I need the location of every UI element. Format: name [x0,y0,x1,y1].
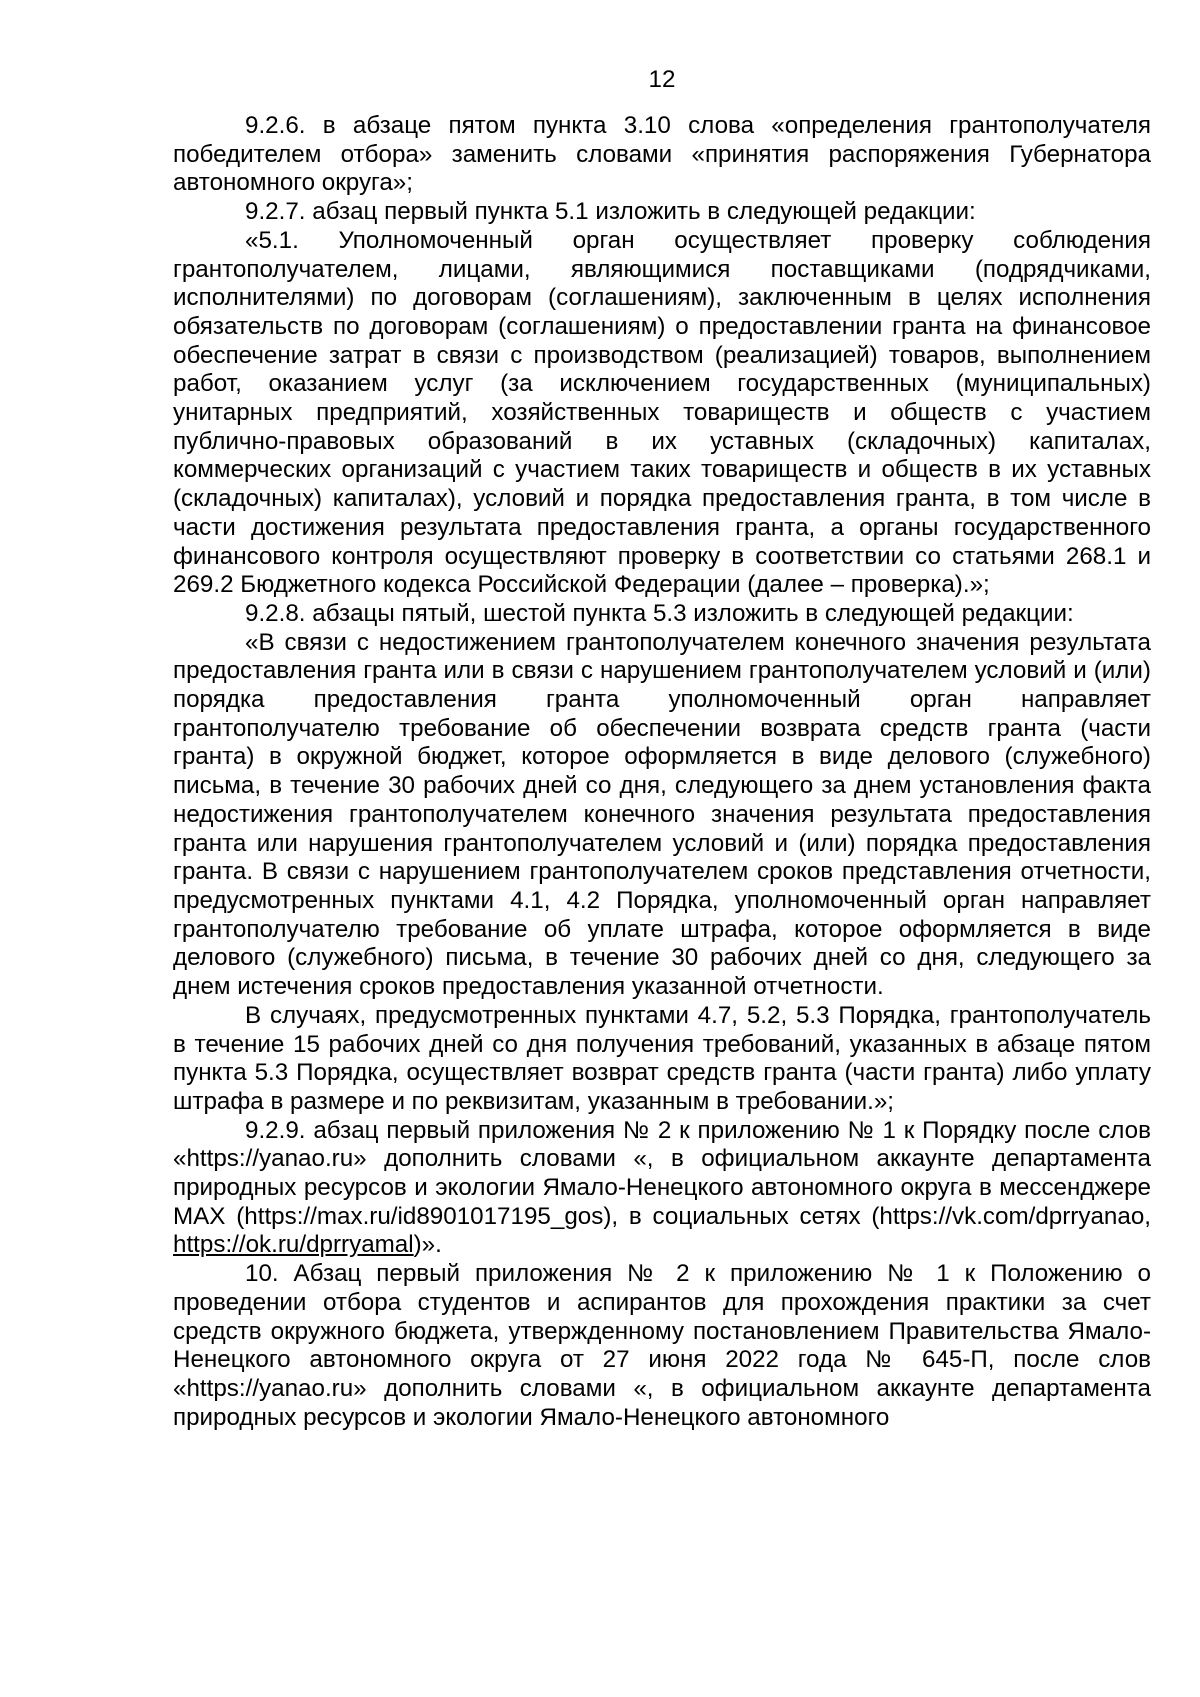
ok-ru-link[interactable]: https://ok.ru/dprryamal [173,1231,414,1259]
paragraph-10: 10. Абзац первый приложения № 2 к приложению № 1 к Положению о проведении отбора студентов и аспирантов для прохождения практики за счет средств окружного бюджета, утвержденному постановлением Правительства Ямало-Ненецкого автономного округа от 27 июня 2022 года № 645-П, после слов «https://yanao.ru» дополнить словами «, в официальном аккаунте департамента природных ресурсов и экологии Ямало-Ненецкого автономного [173,1260,1151,1431]
page-number: 12 [648,66,676,93]
paragraph-9-2-8: 9.2.8. абзацы пятый, шестой пункта 5.3 изложить в следующей редакции: [245,599,1074,627]
paragraph-9-2-6: 9.2.6. в абзаце пятом пункта 3.10 слова «определения грантополучателя победителем отбора» заменить словами «принятия распоряжения Губернатора автономного округа»; [173,112,1151,197]
paragraph-5-1-quote: «5.1. Уполномоченный орган осуществляет проверку соблюдения грантополучателем, лицами, являющимися поставщиками (подрядчиками, исполнителями) по договорам (соглашениям), заключенным в целях исполнения обязательств по договорам (соглашениям) о предоставлении гранта на финансовое обеспечение затрат в связи с производством (реализацией) товаров, выполнением работ, оказанием услуг (за исключением государственных (муниципальных) унитарных предприятий, хозяйственных товариществ и обществ с участием публично-правовых образований в их уставных (складочных) капиталах, коммерческих организаций с участием таких товариществ и обществ в их уставных (складочных) капиталах), условий и порядка предоставления гранта, в том числе в части достижения результата предоставления гранта, а органы государственного финансового контроля осуществляют проверку в соответствии со статьями 268.1 и 269.2 Бюджетного кодекса Российской Федерации (далее – проверка).»; [173,226,1151,599]
paragraph-5-3-quote: «В связи с недостижением грантополучателем конечного значения результата предоставления гранта или в связи с нарушением грантополучателем условий и (или) порядка предоставления гранта уполномоченный орган направляет грантополучателю требование об обеспечении возврата средств гранта (части гранта) в окружной бюджет, которое оформляется в виде делового (служебного) письма, в течение 30 рабочих дней со дня, следующего за днем установления факта недостижения грантополучателем конечного значения результата предоставления гранта или нарушения грантополучателем условий и (или) порядка предоставления гранта. В связи с нарушением грантополучателем сроков представления отчетности, предусмотренных пунктами 4.1, 4.2 Порядка, уполномоченный орган направляет грантополучателю требование об уплате штрафа, которое оформляется в виде делового (служебного) письма, в течение 30 рабочих дней со дня, следующего за днем истечения сроков предоставления указанной отчетности. [173,628,1151,1001]
paragraph-9-2-9-end: )». [413,1231,442,1259]
paragraph-9-2-9 [173,1117,1151,1261]
paragraph-cases: В случаях, предусмотренных пунктами 4.7, 5.2, 5.3 Порядка, грантополучатель в течение 15 рабочих дней со дня получения требований, указанных в абзаце пятом пункта 5.3 Порядка, осуществляет возврат средств гранта (части гранта) либо уплату штрафа в размере и по реквизитам, указанным в требовании.»; [173,1001,1151,1115]
document-page [173,66,1151,1432]
paragraph-9-2-9-text: 9.2.9. абзац первый приложения № 2 к приложению № 1 к Порядку после слов «https://yanao.ru» дополнить словами «, в официальном аккаунте департамента природных ресурсов и экологии Ямало-Ненецкого автономного округа в мессенджере MAX (https://max.ru/id8901017195_gos), в социальных сетях (https://vk.com/dprryanao, [173,1116,1151,1230]
paragraph-9-2-7: 9.2.7. абзац первый пункта 5.1 изложить в следующей редакции: [245,198,976,226]
